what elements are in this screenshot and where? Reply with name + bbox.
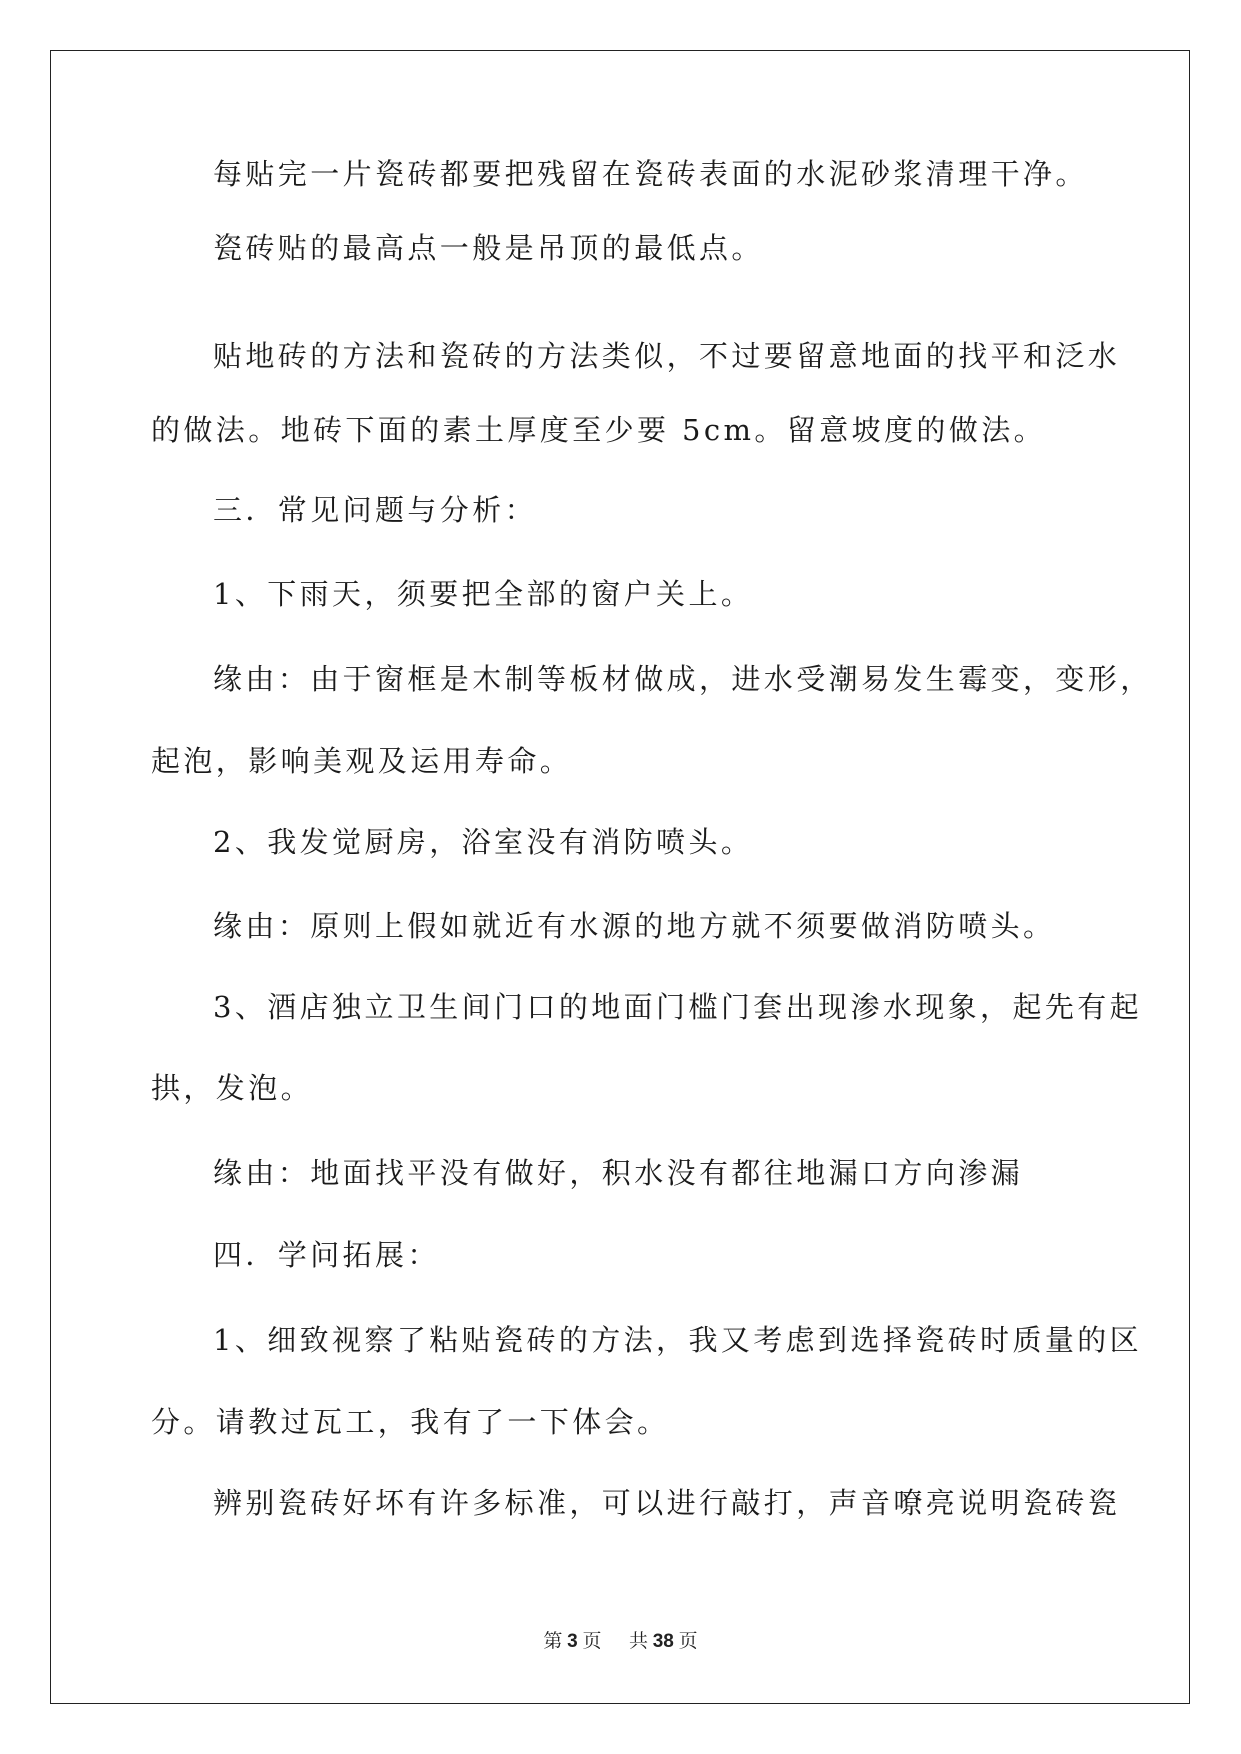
footer-page-prefix: 第 [543,1631,563,1652]
footer-total-prefix: 共 [628,1631,648,1652]
paragraph-line: 瓷砖贴的最高点一般是吊顶的最低点。 [213,231,764,265]
list-item: 1、细致视察了粘贴瓷砖的方法，我又考虑到选择瓷砖时质量的区 [213,1323,1143,1357]
paragraph-line: 贴地砖的方法和瓷砖的方法类似，不过要留意地面的找平和泛水 [213,339,1121,373]
footer-total-suffix: 页 [678,1631,698,1652]
footer-page-number: 3 [567,1631,578,1652]
section-heading: 四．学问拓展： [213,1238,440,1272]
paragraph-line: 起泡，影响美观及运用寿命。 [151,744,573,778]
paragraph-line: 分。请教过瓦工，我有了一下体会。 [151,1405,670,1439]
page-border [50,50,1190,1704]
list-item: 1、下雨天，须要把全部的窗户关上。 [213,577,754,611]
list-item: 2、我发觉厨房，浴室没有消防喷头。 [213,825,754,859]
paragraph-line: 缘由：由于窗框是木制等板材做成，进水受潮易发生霉变，变形， [213,662,1153,696]
paragraph-line: 的做法。地砖下面的素土厚度至少要 5cm。留意坡度的做法。 [151,413,1047,447]
paragraph-line: 拱，发泡。 [151,1071,314,1105]
paragraph-line: 每贴完一片瓷砖都要把残留在瓷砖表面的水泥砂浆清理干净。 [213,157,1088,191]
paragraph-line: 缘由：地面找平没有做好，积水没有都往地漏口方向渗漏 [213,1156,1024,1190]
paragraph-line: 辨别瓷砖好坏有许多标准，可以进行敲打，声音嘹亮说明瓷砖瓷 [213,1486,1121,1520]
section-heading: 三．常见问题与分析： [213,493,538,527]
page-footer [0,1626,1241,1653]
footer-page-suffix: 页 [582,1631,602,1652]
list-item: 3、酒店独立卫生间门口的地面门槛门套出现渗水现象，起先有起 [213,990,1143,1024]
footer-total-number: 38 [652,1631,674,1652]
paragraph-line: 缘由：原则上假如就近有水源的地方就不须要做消防喷头。 [213,909,1056,943]
